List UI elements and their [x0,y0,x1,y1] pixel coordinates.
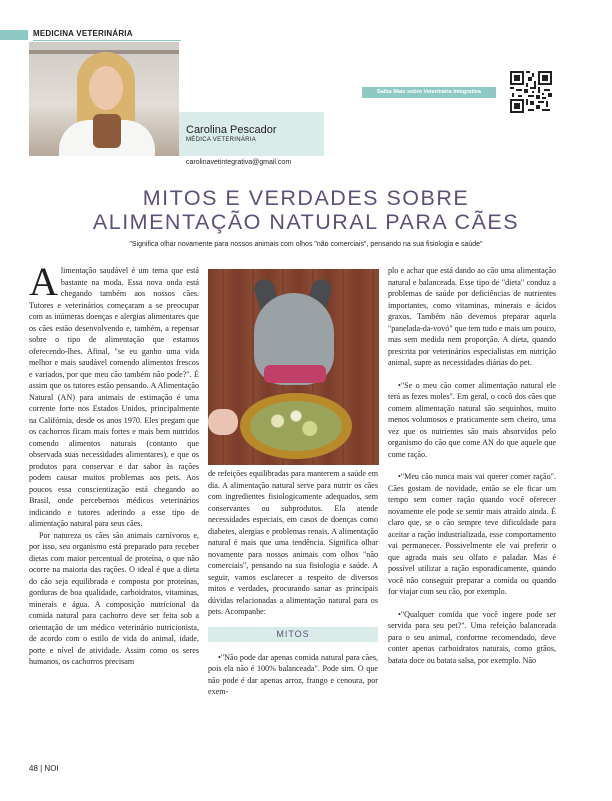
mitos-heading: MITOS [208,627,378,642]
article-column-1 [29,259,199,668]
paragraph: de refeições equilibradas para manterem a saúde em dia. A alimentação natural serve para nutrir os cães com ingredientes fisiologicamente adequados, sem conservantes ou subprodutos. Ela atende necessidades especiais, em casos de doenças como diabetes, alergias e problemas renais. A alimentação natural é mais que uma tendência. Significa olhar novamente para nossos animais com olhos "não comerciais", pensando na sua fisiologia e saúde. A seguir, vamos esclarecer a respeito de diversos mitos e verdades, procurando sanar as principais dúvidas relacionadas a alimentação natural para os pets. Acompanhe: [208,469,378,616]
myth-item: •"Não pode dar apenas comida natural para cães, pois ela não é 100% balanceada". Pode sim. O que não pode é dar apenas arroz, frango e cenoura, por exem- [208,652,378,696]
title-line-2: ALIMENTAÇÃO NATURAL PARA CÃES [92,210,520,234]
paragraph: Por natureza os cães são animais carnívoros e, por isso, seu organismo está preparado para receber dietas com maior percentual de proteína, o que não ocorre na maioria das rações. O ideal é que a dieta do cão seja equilibrada e composta por proteínas, gorduras de boa qualidade, carboidratos, vitaminas, minerais e água. A composição nutricional da comida natural para cachorro deve ser feita sob a orientação de um médico veterinário nutricionista, de acordo com o estilo de vida do animal, idade, porte e nível de atividade. Assim como os seres humanos, os cachorros precisam [29,530,199,666]
section-rule [33,40,181,41]
author-role: MÉDICA VETERINÁRIA [186,137,257,143]
title-line-1: MITOS E VERDADES SOBRE [142,186,470,210]
dog-photo [208,269,379,465]
promo-label[interactable]: Saiba Mais sobre Veterinária Integrativa [362,87,496,98]
author-email[interactable]: carolinavetintegrativa@gmail.com [186,159,292,166]
paragraph: plo e achar que está dando ao cão uma alimentação natural e balanceada. Esse tipo de "dieta" conduz a problemas de saúde por deficiências de nutrientes importantes, como vitaminas, minerais e ácidos graxos. Também não devemos preparar aquela "panelada-da-vovó" que tem tudo e mais um pouco, mas sem medida nem proporção. A dieta, quando prescrita por veterinários especialistas em nutrição animal, supre as necessidades diárias do pet. [388,266,556,367]
myth-item: •"Qualquer comida que você ingere pode ser servida para seu pet?". Uma refeição balanceada para o seu animal, conforme recomendado, deve conter apenas carboidratos naturais, como grãos, batata doce ou batata salsa, por exemplo. Não [388,609,556,665]
paragraph-intro-text: limentação saudável é um tema que está bastante na moda. Essa nova onda está chegando também aos nossos cães. Tutores e veterinários começaram a se preocupar com as inúmeras doenças e alergias alimentares que os cães estão desenvolvendo e, também, a repensar sobre o tipo de alimentação que estamos oferecendo-lhes. Afinal, "se eu ganho uma vida melhor e mais saudável comendo alimentos frescos e variados, por que meu cão também não pode?". É assim que os tutores estão pensando. A Alimentação Natural (AN) para animais de estimação é uma corrente forte nos Estados Unidos, principalmente na Califórnia, desde os anos 1970. Eles pregam que os cachorros ficam mais fortes e mais bem nutridos comendo alimentos naturais (contanto que observada suas necessidades alimentares), e que os produtos para conservar e dar sabor às rações podem causar muitos problemas aos pets. Aos poucos essa conscientização está chegando ao Brasil, onde percebemos médicos veterinários indicando e tutores aderindo a esse tipo de alimentação natural para seus cães. [29,266,199,528]
article-subtitle: "Significa olhar novamente para nossos animais com olhos "não comerciais", pensando na sua fisiologia e saúde" [129,241,483,248]
section-label: MEDICINA VETERINÁRIA [33,29,133,38]
author-photo [29,42,179,156]
article-column-2 [208,468,378,698]
article-title [0,186,612,234]
author-name: Carolina Pescador [186,124,277,136]
paragraph-intro [29,259,199,530]
qr-code-icon[interactable] [510,71,552,113]
article-column-3 [388,265,556,666]
myth-item: •"Se o meu cão comer alimentação natural ele terá as fezes moles". Em geral, o cocô dos cães que comem alimentação natural são sequinhos, muito menos volumosos e praticamente sem cheiro, uma vez que os nutrientes são mais absorvidos pelo organismo do cão que come AN do que aquele que come ração. [388,380,556,459]
page-footer: 48 | NOI [29,764,59,773]
section-color-bar [0,30,28,40]
dropcap: A [29,259,58,304]
myth-item: •"Meu cão nunca mais vai querer comer ração". Cães gostam de novidade, então se ele ficar um tempo sem comer ração quando você oferecer novamente ele pode se sentir mais atraído ainda. É claro que, se o cão sempre teve dificuldade para aceitar a ração industrializada, esse comportamento vai permanecer. Possivelmente ele vai preferir o que agrada mais seu olfato e paladar. Mas é possível utilizar a ração esporadicamente, quando você não conseguir preparar a comida ou quando for viajar com seu cão, por exemplo. [388,472,556,596]
